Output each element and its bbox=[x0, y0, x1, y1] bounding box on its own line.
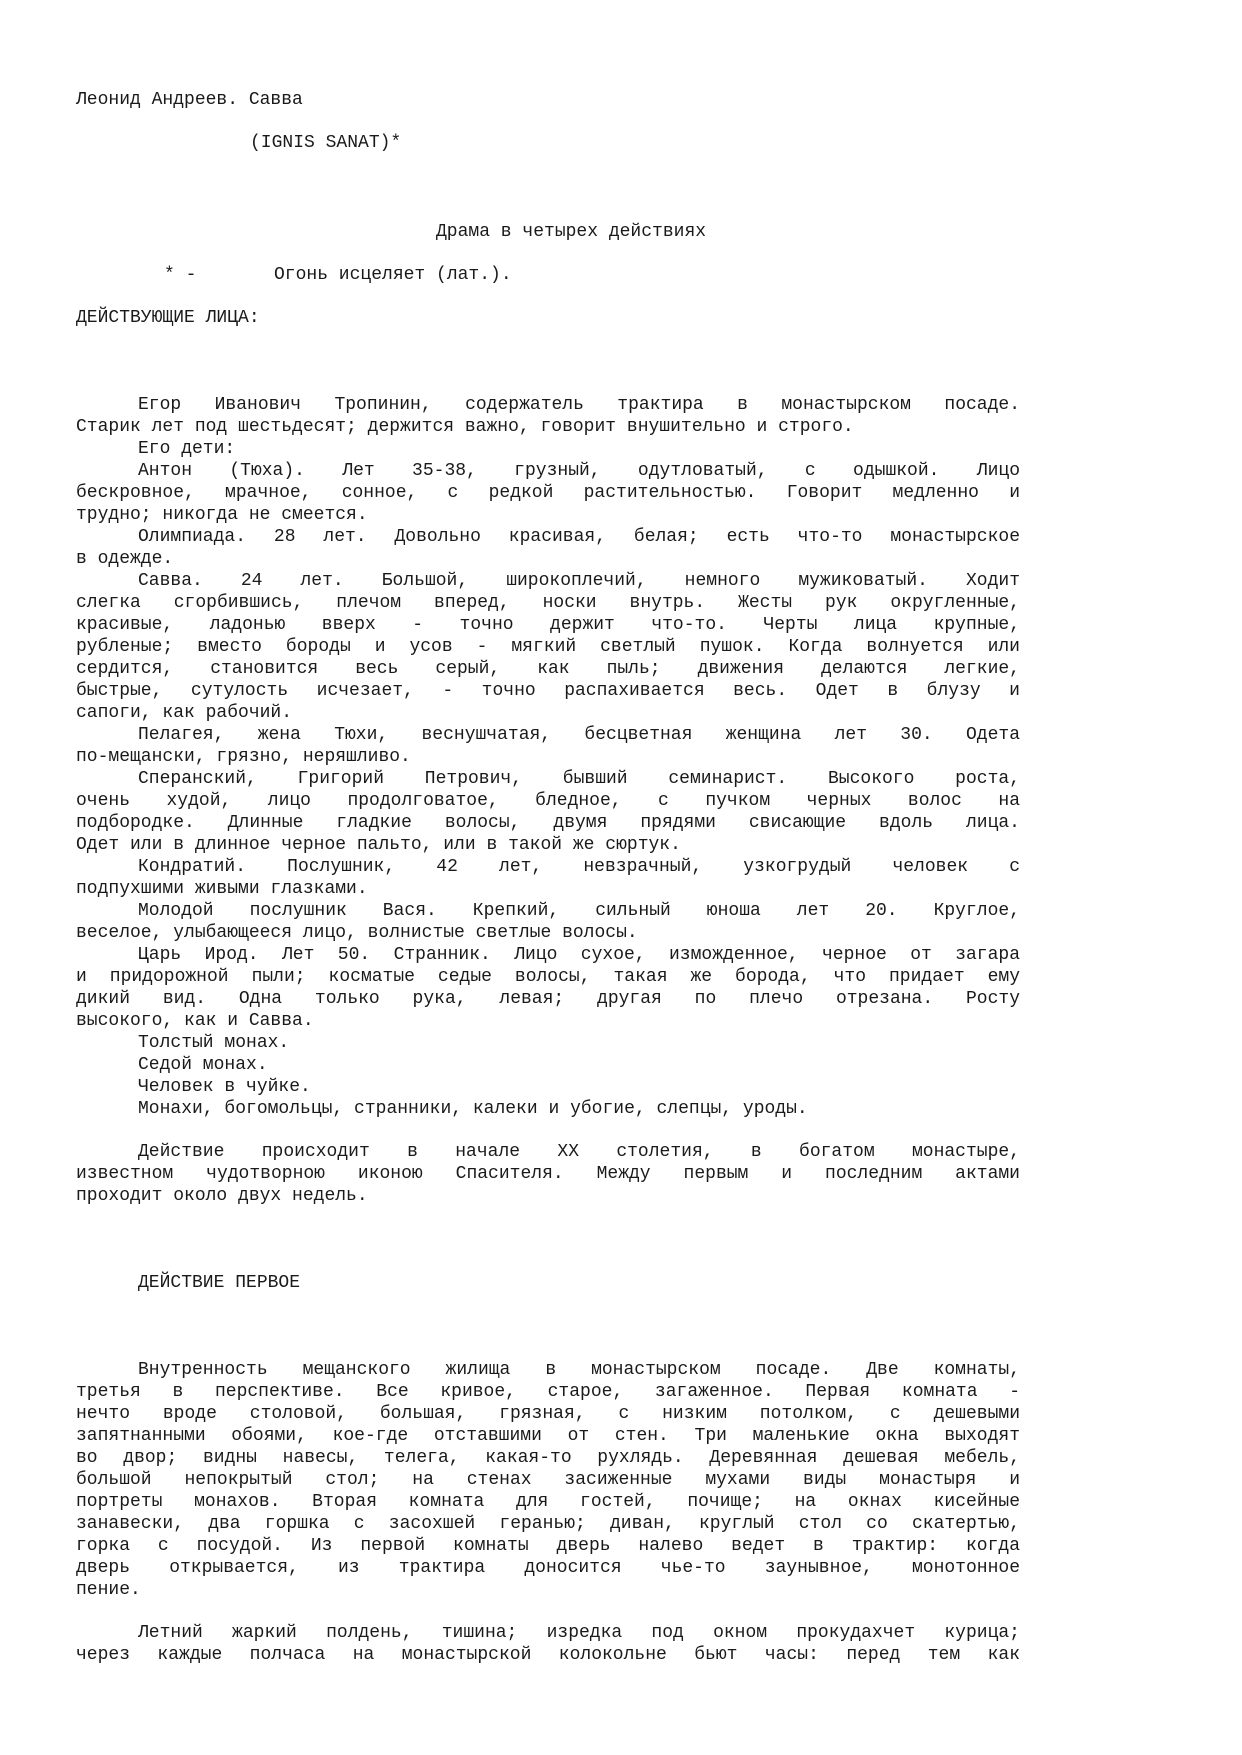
character-line: Олимпиада. 28 лет. Довольно красивая, белая; есть что-то монастырское bbox=[138, 527, 1020, 547]
act-line: третья в перспективе. Все кривое, старое, загаженное. Первая комната - bbox=[76, 1382, 1020, 1402]
act-line: портреты монахов. Вторая комната для гостей, почище; на окнах кисейные bbox=[76, 1492, 1020, 1512]
setting-line: проходит около двух недель. bbox=[76, 1186, 368, 1206]
character-line: Молодой послушник Вася. Крепкий, сильный юноша лет 20. Круглое, bbox=[138, 901, 1020, 921]
character-line: бескровное, мрачное, сонное, с редкой растительностью. Говорит медленно и bbox=[76, 483, 1020, 503]
character-line: Его дети: bbox=[138, 439, 236, 459]
subtitle: (IGNIS SANAT)* bbox=[250, 133, 402, 153]
author-title: Леонид Андреев. Савва bbox=[76, 90, 303, 110]
character-line: высокого, как и Савва. bbox=[76, 1011, 314, 1031]
character-line: и придорожной пыли; косматые седые волосы, такая же борода, что придает ему bbox=[76, 967, 1020, 987]
character-line: Савва. 24 лет. Большой, широкоплечий, немного мужиковатый. Ходит bbox=[138, 571, 1020, 591]
character-line: Толстый монах. bbox=[138, 1033, 290, 1053]
act-line: занавески, два горшка с засохшей геранью; диван, круглый стол со скатертью, bbox=[76, 1514, 1020, 1534]
character-line: Монахи, богомольцы, странники, калеки и убогие, слепцы, уроды. bbox=[138, 1099, 808, 1119]
characters-heading: ДЕЙСТВУЮЩИЕ ЛИЦА: bbox=[76, 308, 260, 328]
character-line: Пелагея, жена Тюхи, веснушчатая, бесцветная женщина лет 30. Одета bbox=[138, 725, 1020, 745]
setting-line: Действие происходит в начале XX столетия, в богатом монастыре, bbox=[138, 1142, 1020, 1162]
character-line: Царь Ирод. Лет 50. Странник. Лицо сухое, изможденное, черное от загара bbox=[138, 945, 1020, 965]
character-line: Седой монах. bbox=[138, 1055, 268, 1075]
footnote-mark: * - bbox=[164, 265, 197, 285]
act-line: Внутренность мещанского жилища в монастырском посаде. Две комнаты, bbox=[138, 1360, 1020, 1380]
character-line: Антон (Тюха). Лет 35-38, грузный, одутловатый, с одышкой. Лицо bbox=[138, 461, 1020, 481]
character-line: по-мещански, грязно, неряшливо. bbox=[76, 747, 411, 767]
character-line: веселое, улыбающееся лицо, волнистые светлые волосы. bbox=[76, 923, 638, 943]
act-line: горка с посудой. Из первой комнаты дверь налево ведет в трактир: когда bbox=[76, 1536, 1020, 1556]
character-line: Старик лет под шестьдесят; держится важно, говорит внушительно и строго. bbox=[76, 417, 854, 437]
act-line: пение. bbox=[76, 1580, 141, 1600]
act-line: дверь открывается, из трактира доносится чье-то заунывное, монотонное bbox=[76, 1558, 1020, 1578]
character-line: подбородке. Длинные гладкие волосы, двумя прядями свисающие вдоль лица. bbox=[76, 813, 1020, 833]
character-line: слегка сгорбившись, плечом вперед, носки внутрь. Жесты рук округленные, bbox=[76, 593, 1020, 613]
genre-line: Драма в четырех действиях bbox=[436, 222, 707, 242]
character-line: рубленые; вместо бороды и усов - мягкий светлый пушок. Когда волнуется или bbox=[76, 637, 1020, 657]
act-line: нечто вроде столовой, большая, грязная, с низким потолком, с дешевыми bbox=[76, 1404, 1020, 1424]
character-line: Егор Иванович Тропинин, содержатель трактира в монастырском посаде. bbox=[138, 395, 1020, 415]
character-line: в одежде. bbox=[76, 549, 174, 569]
character-line: Сперанский, Григорий Петрович, бывший семинарист. Высокого роста, bbox=[138, 769, 1020, 789]
act-line: во двор; видны навесы, телега, какая-то рухлядь. Деревянная дешевая мебель, bbox=[76, 1448, 1020, 1468]
setting-line: известном чудотворною иконою Спасителя. Между первым и последним актами bbox=[76, 1164, 1020, 1184]
act-line: через каждые полчаса на монастырской колокольне бьют часы: перед тем как bbox=[76, 1645, 1020, 1665]
character-line: дикий вид. Одна только рука, левая; другая по плечо отрезана. Росту bbox=[76, 989, 1020, 1009]
act-line: запятнанными обоями, кое-где отставшими от стен. Три маленькие окна выходят bbox=[76, 1426, 1020, 1446]
character-line: сапоги, как рабочий. bbox=[76, 703, 293, 723]
character-line: быстрые, сутулость исчезает, - точно распахивается весь. Одет в блузу и bbox=[76, 681, 1020, 701]
act-line: большой непокрытый стол; на стенах засиженные мухами виды монастыря и bbox=[76, 1470, 1020, 1490]
footnote-text: Огонь исцеляет (лат.). bbox=[274, 265, 512, 285]
character-line: сердится, становится весь серый, как пыль; движения делаются легкие, bbox=[76, 659, 1020, 679]
act-line: Летний жаркий полдень, тишина; изредка под окном прокудахчет курица; bbox=[138, 1623, 1020, 1643]
act-heading: ДЕЙСТВИЕ ПЕРВОЕ bbox=[138, 1273, 301, 1293]
character-line: красивые, ладонью вверх - точно держит что-то. Черты лица крупные, bbox=[76, 615, 1020, 635]
character-line: очень худой, лицо продолговатое, бледное, с пучком черных волос на bbox=[76, 791, 1020, 811]
character-line: трудно; никогда не смеется. bbox=[76, 505, 368, 525]
character-line: Человек в чуйке. bbox=[138, 1077, 311, 1097]
character-line: Одет или в длинное черное пальто, или в такой же сюртук. bbox=[76, 835, 681, 855]
character-line: подпухшими живыми глазками. bbox=[76, 879, 368, 899]
character-line: Кондратий. Послушник, 42 лет, невзрачный, узкогрудый человек с bbox=[138, 857, 1020, 877]
